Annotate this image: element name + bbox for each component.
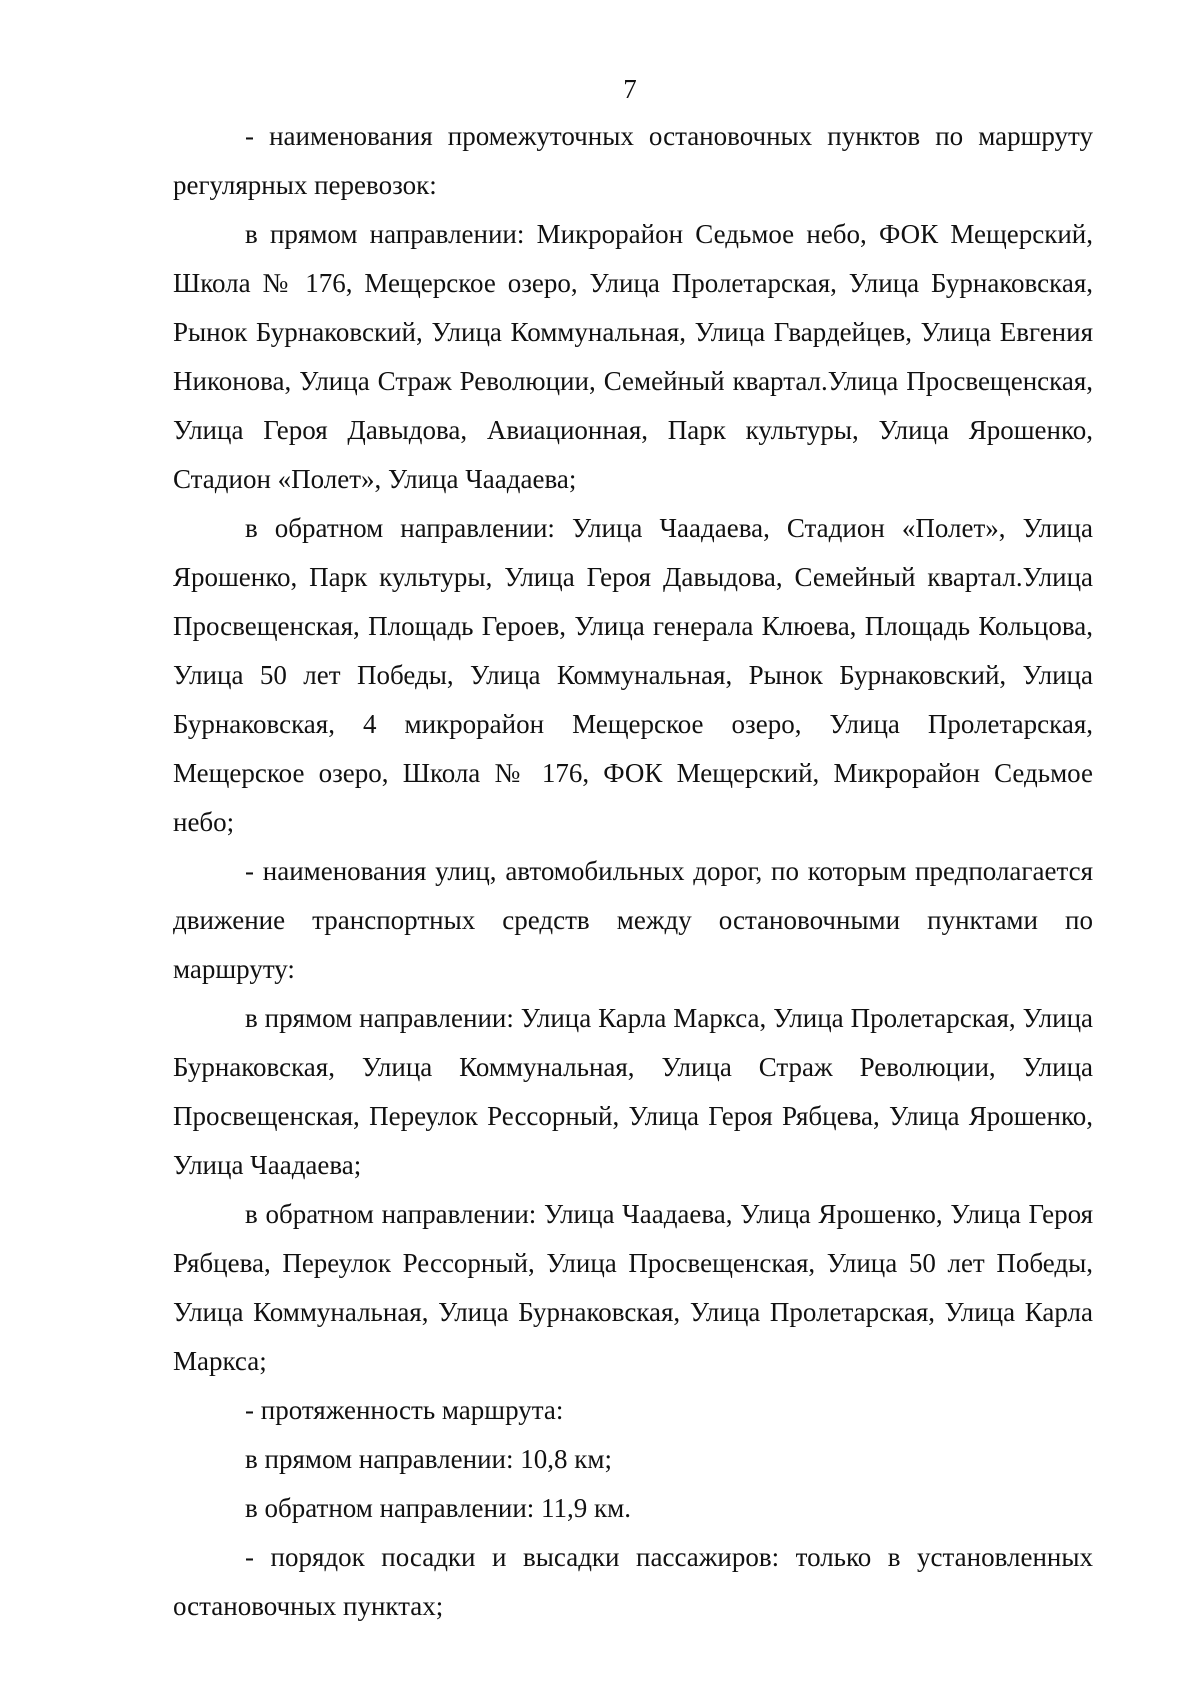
- paragraph-length-forward: в прямом направлении: 10,8 км;: [245, 1444, 612, 1474]
- paragraph-streets-reverse: в обратном направлении: Улица Чаадаева, Улица Ярошенко, Улица Героя Рябцева, Переулок Рессорный, Улица Просвещенская, Улица 50 лет Победы, Улица Коммунальная, Улица Бурнаковская, Улица Пролетарская, Улица Карла Маркса;: [173, 1199, 1093, 1376]
- paragraph-stops-forward: в прямом направлении: Микрорайон Седьмое небо, ФОК Мещерский, Школа № 176, Мещерское озеро, Улица Пролетарская, Улица Бурнаковская, Рынок Бурнаковский, Улица Коммунальная, Улица Гвардейцев, Улица Евгения Никонова, Улица Страж Революции, Семейный квартал.Улица Просвещенская, Улица Героя Давыдова, Авиационная, Парк культуры, Улица Ярошенко, Стадион «Полет», Улица Чаадаева;: [173, 219, 1093, 494]
- page-number: 7: [623, 74, 637, 104]
- paragraph-length-reverse: в обратном направлении: 11,9 км.: [245, 1493, 632, 1523]
- paragraph-stops-reverse: в обратном направлении: Улица Чаадаева, Стадион «Полет», Улица Ярошенко, Парк культуры, Улица Героя Давыдова, Семейный квартал.Улица Просвещенская, Площадь Героев, Улица генерала Клюева, Площадь Кольцова, Улица 50 лет Победы, Улица Коммунальная, Рынок Бурнаковский, Улица Бурнаковская, 4 микрорайон Мещерское озеро, Улица Пролетарская, Мещерское озеро, Школа № 176, ФОК Мещерский, Микрорайон Седьмое небо;: [173, 513, 1093, 837]
- paragraph-boarding-order: - порядок посадки и высадки пассажиров: только в установленных остановочных пунктах;: [173, 1542, 1093, 1621]
- paragraph-route-length-heading: - протяженность маршрута:: [245, 1395, 564, 1425]
- paragraph-intermediate-stops-heading: - наименования промежуточных остановочных пунктов по маршруту регулярных перевозок:: [173, 121, 1093, 200]
- paragraph-streets-heading: - наименования улиц, автомобильных дорог, по которым предполагается движение транспортных средств между остановочными пунктами по маршруту:: [173, 856, 1093, 984]
- document-body: [173, 112, 1093, 1631]
- paragraph-streets-forward: в прямом направлении: Улица Карла Маркса, Улица Пролетарская, Улица Бурнаковская, Улица Коммунальная, Улица Страж Революции, Улица Просвещенская, Переулок Рессорный, Улица Героя Рябцева, Улица Ярошенко, Улица Чаадаева;: [173, 1003, 1093, 1180]
